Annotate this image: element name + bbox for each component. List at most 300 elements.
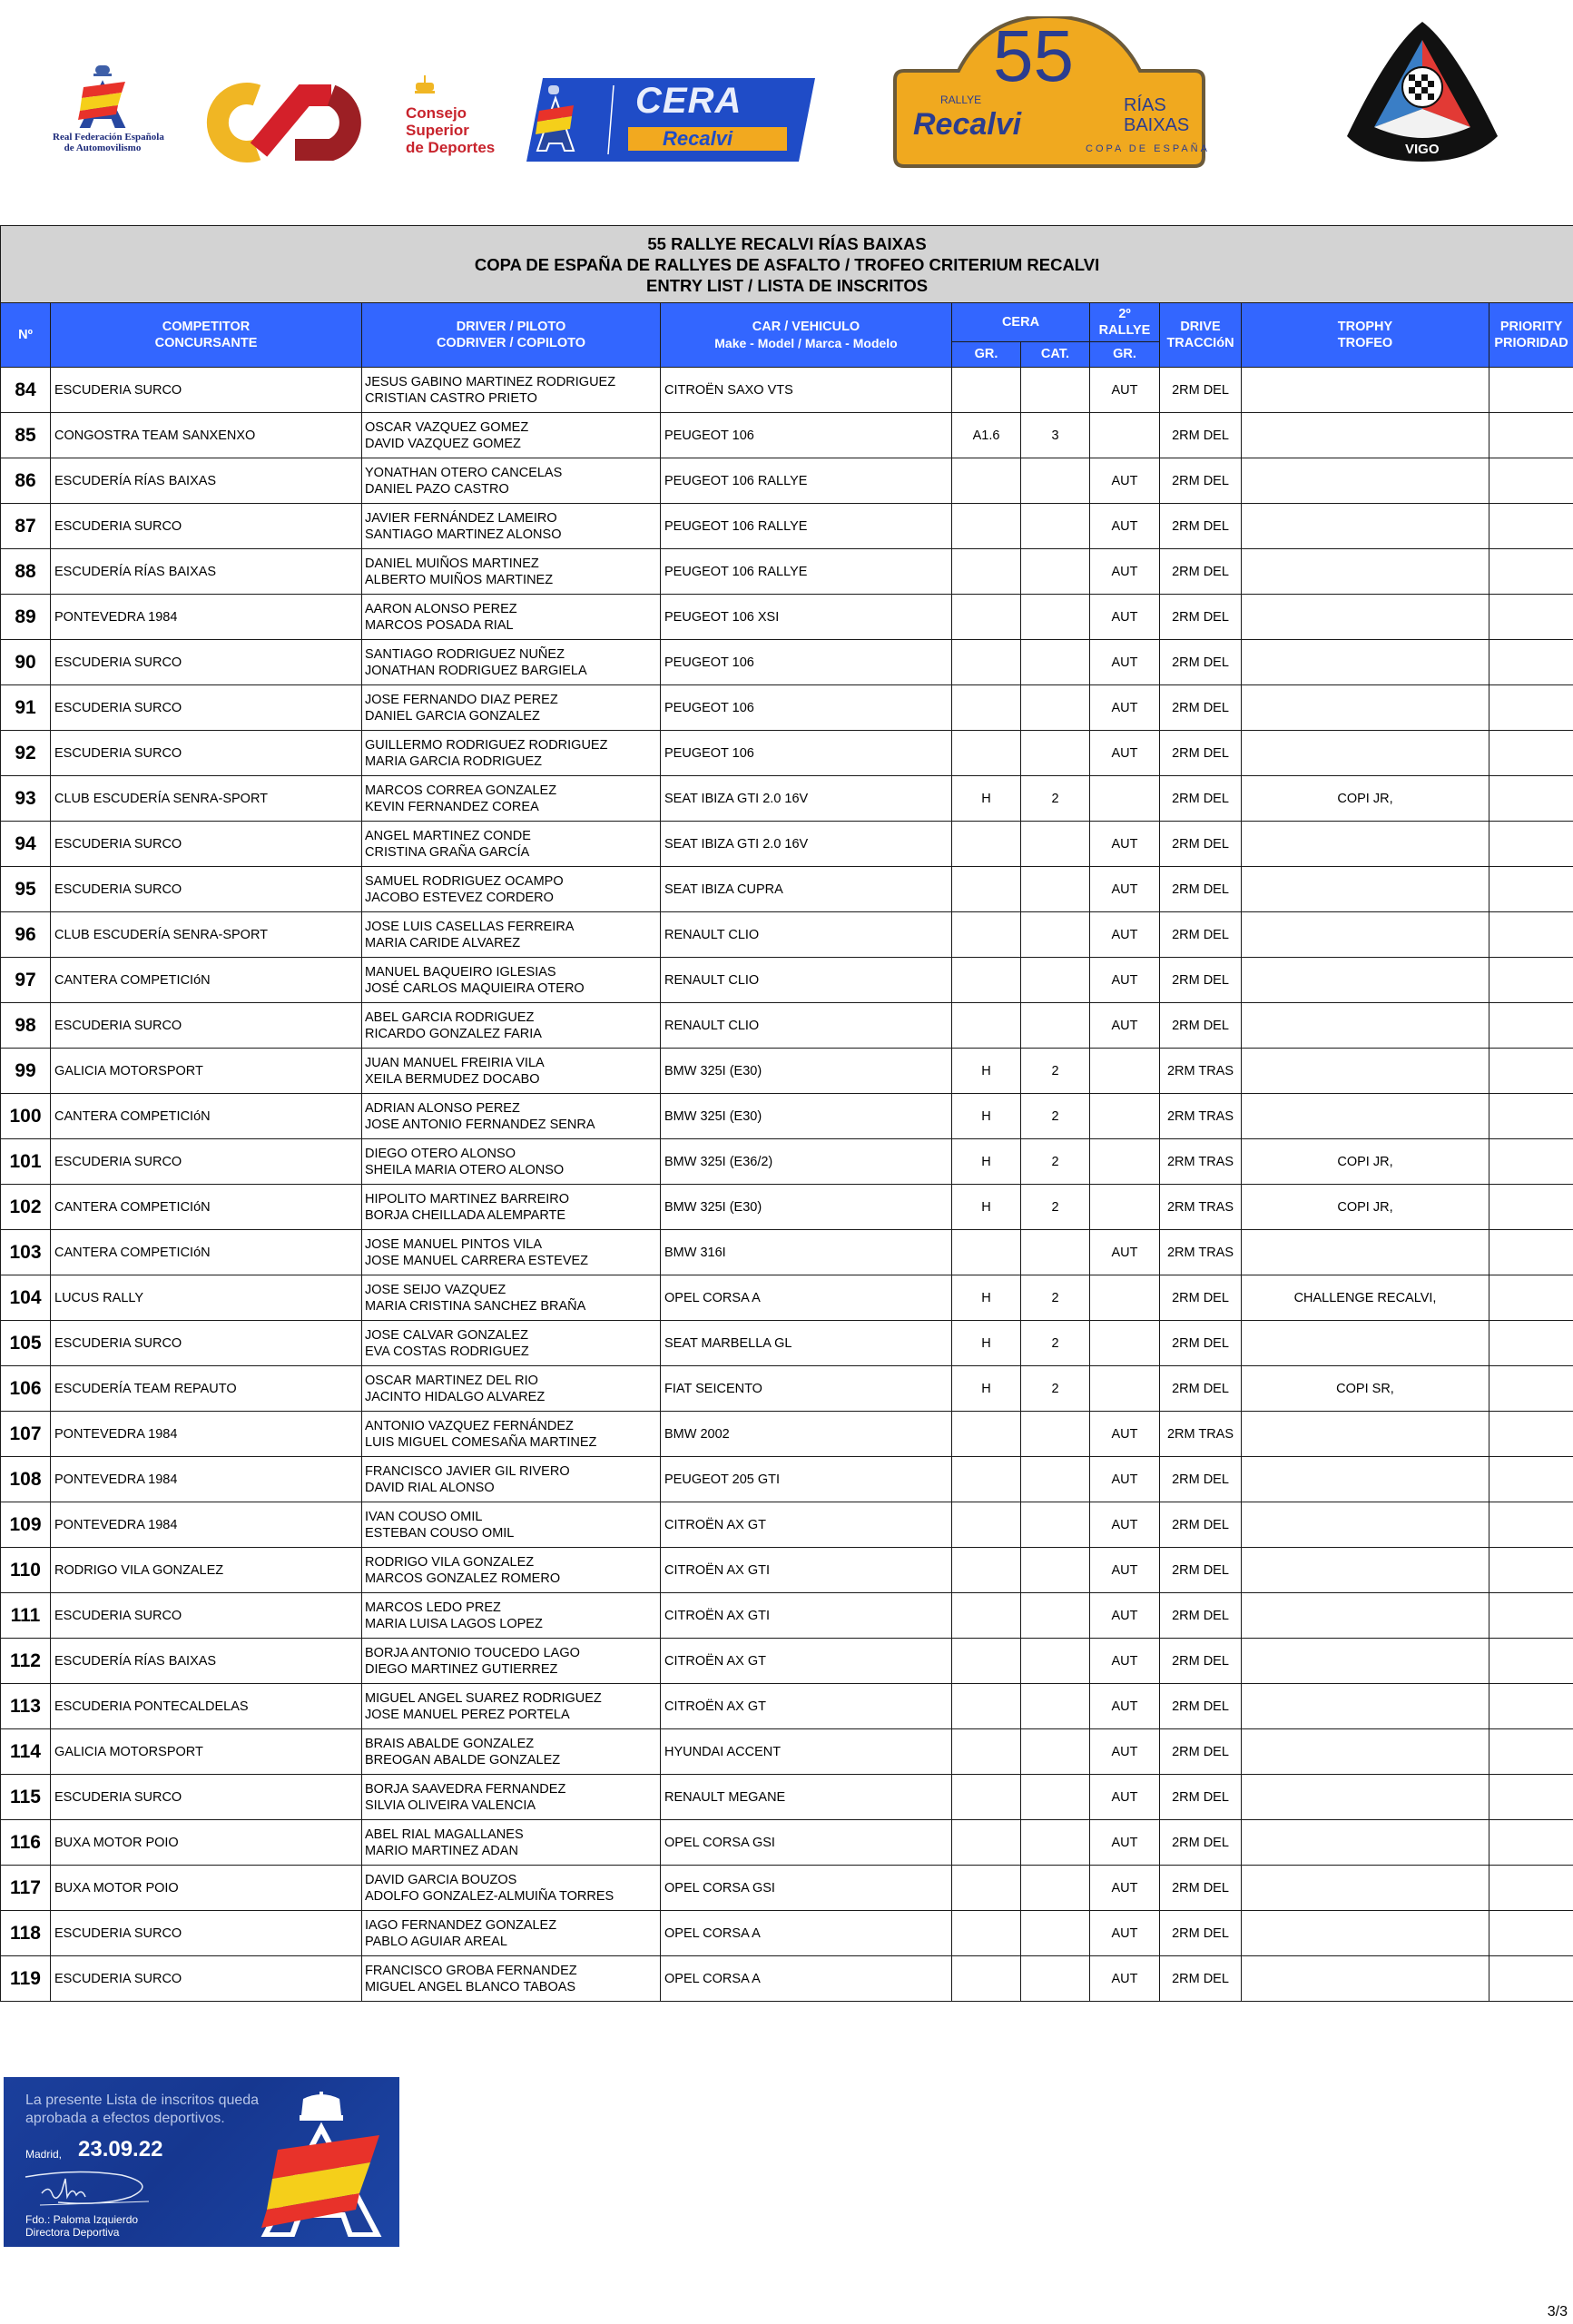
csd-emblem-icon xyxy=(204,77,395,168)
entry-drive: 2RM DEL xyxy=(1160,458,1242,504)
entry-crew xyxy=(362,1275,661,1321)
entry-priority xyxy=(1489,1729,1573,1775)
entry-competitor: ESCUDERIA SURCO xyxy=(51,1911,362,1956)
entry-competitor: CLUB ESCUDERÍA SENRA-SPORT xyxy=(51,912,362,958)
entry-codriver: DAVID VAZQUEZ GOMEZ xyxy=(365,436,521,451)
entry-number: 95 xyxy=(1,867,51,912)
entry-car: PEUGEOT 106 xyxy=(661,685,952,731)
approval-place: Madrid, xyxy=(25,2148,63,2161)
entry-priority xyxy=(1489,822,1573,867)
entry-trophy: COPI JR, xyxy=(1242,1185,1489,1230)
entry-competitor: CLUB ESCUDERÍA SENRA-SPORT xyxy=(51,776,362,822)
entry-number: 115 xyxy=(1,1775,51,1820)
entry-car: OPEL CORSA A xyxy=(661,1911,952,1956)
entry-row xyxy=(1,1684,1573,1729)
entry-driver: JOSE MANUEL PINTOS VILA xyxy=(365,1236,542,1252)
approval-text xyxy=(25,2092,259,2128)
entry-rallye2-group xyxy=(1090,1366,1160,1412)
entry-row xyxy=(1,1049,1573,1094)
entry-rallye2-group: AUT xyxy=(1090,958,1160,1003)
entry-competitor: ESCUDERIA SURCO xyxy=(51,867,362,912)
entry-rallye2-group: AUT xyxy=(1090,1003,1160,1049)
entry-row xyxy=(1,1866,1573,1911)
entry-competitor: BUXA MOTOR POIO xyxy=(51,1866,362,1911)
entry-crew xyxy=(362,867,661,912)
entry-drive: 2RM DEL xyxy=(1160,1866,1242,1911)
rally-rallye: RALLYE xyxy=(940,94,982,106)
entry-crew xyxy=(362,822,661,867)
entry-trophy xyxy=(1242,1684,1489,1729)
csd-line-2: Superior xyxy=(406,122,469,139)
entry-codriver: RICARDO GONZALEZ FARIA xyxy=(365,1026,542,1041)
entry-competitor: GALICIA MOTORSPORT xyxy=(51,1049,362,1094)
entry-number: 117 xyxy=(1,1866,51,1911)
entry-codriver: DIEGO MARTINEZ GUTIERREZ xyxy=(365,1661,558,1677)
entry-list-sheet xyxy=(0,225,1573,2002)
entry-cera-group xyxy=(952,1412,1021,1457)
entry-priority xyxy=(1489,1139,1573,1185)
entry-rallye2-group: AUT xyxy=(1090,1457,1160,1502)
entry-rallye2-group xyxy=(1090,1049,1160,1094)
entry-row xyxy=(1,1729,1573,1775)
entry-number: 94 xyxy=(1,822,51,867)
entry-driver: JESUS GABINO MARTINEZ RODRIGUEZ xyxy=(365,374,616,389)
rally-number: 55 xyxy=(993,15,1074,96)
entry-trophy xyxy=(1242,1729,1489,1775)
entry-cera-group xyxy=(952,549,1021,595)
entry-cera-group xyxy=(952,958,1021,1003)
entry-drive: 2RM DEL xyxy=(1160,1457,1242,1502)
entry-car: BMW 325I (E30) xyxy=(661,1094,952,1139)
entry-priority xyxy=(1489,1185,1573,1230)
entry-trophy xyxy=(1242,1412,1489,1457)
entry-cera-category xyxy=(1021,1548,1090,1593)
entry-row xyxy=(1,1502,1573,1548)
entry-trophy xyxy=(1242,1593,1489,1639)
entry-codriver: EVA COSTAS RODRIGUEZ xyxy=(365,1344,529,1359)
entry-drive: 2RM DEL xyxy=(1160,549,1242,595)
entry-priority xyxy=(1489,1593,1573,1639)
entry-drive: 2RM DEL xyxy=(1160,912,1242,958)
entry-cera-group xyxy=(952,1775,1021,1820)
col-header-rallye2 xyxy=(1090,303,1160,342)
entry-rallye2-group xyxy=(1090,1139,1160,1185)
entry-car: CITROËN AX GT xyxy=(661,1502,952,1548)
entry-crew xyxy=(362,1230,661,1275)
entry-car: CITROËN AX GTI xyxy=(661,1593,952,1639)
entry-row xyxy=(1,1412,1573,1457)
entry-drive: 2RM DEL xyxy=(1160,1911,1242,1956)
entry-cera-group xyxy=(952,912,1021,958)
entry-driver: JOSE CALVAR GONZALEZ xyxy=(365,1327,528,1343)
entry-drive: 2RM DEL xyxy=(1160,776,1242,822)
entry-codriver: JOSE ANTONIO FERNANDEZ SENRA xyxy=(365,1117,595,1132)
entry-number: 97 xyxy=(1,958,51,1003)
entry-car: CITROËN SAXO VTS xyxy=(661,368,952,413)
entry-trophy xyxy=(1242,731,1489,776)
entry-codriver: JONATHAN RODRIGUEZ BARGIELA xyxy=(365,663,587,678)
approval-text-line-1: La presente Lista de inscritos queda xyxy=(25,2093,260,2108)
entry-codriver: MIGUEL ANGEL BLANCO TABOAS xyxy=(365,1979,576,1994)
col-header-rallye2-bottom: RALLYE xyxy=(1098,322,1151,338)
entry-competitor: ESCUDERIA SURCO xyxy=(51,368,362,413)
entry-competitor: ESCUDERÍA RÍAS BAIXAS xyxy=(51,549,362,595)
col-header-trophy xyxy=(1242,303,1489,368)
entry-cera-group xyxy=(952,1729,1021,1775)
entry-cera-group xyxy=(952,1866,1021,1911)
entry-priority xyxy=(1489,1502,1573,1548)
entry-number: 92 xyxy=(1,731,51,776)
entry-priority xyxy=(1489,685,1573,731)
entry-driver: GUILLERMO RODRIGUEZ RODRIGUEZ xyxy=(365,737,608,753)
entry-cera-category xyxy=(1021,1502,1090,1548)
entry-car: FIAT SEICENTO xyxy=(661,1366,952,1412)
entry-number: 102 xyxy=(1,1185,51,1230)
entry-crew xyxy=(362,1548,661,1593)
entry-crew xyxy=(362,1639,661,1684)
entry-cera-category xyxy=(1021,1911,1090,1956)
entry-row xyxy=(1,1911,1573,1956)
entry-number: 116 xyxy=(1,1820,51,1866)
entry-cera-group xyxy=(952,1457,1021,1502)
col-header-driver xyxy=(362,303,661,368)
entry-driver: MARCOS LEDO PREZ xyxy=(365,1600,501,1615)
entry-car: PEUGEOT 106 xyxy=(661,640,952,685)
entry-crew xyxy=(362,1366,661,1412)
entry-trophy xyxy=(1242,1321,1489,1366)
entry-cera-category xyxy=(1021,1003,1090,1049)
entry-trophy xyxy=(1242,1548,1489,1593)
entry-cera-category: 3 xyxy=(1021,413,1090,458)
entry-cera-category xyxy=(1021,1956,1090,2002)
entry-codriver: KEVIN FERNANDEZ COREA xyxy=(365,799,539,814)
col-header-trophy-en: TROPHY xyxy=(1337,320,1393,334)
entry-rallye2-group: AUT xyxy=(1090,912,1160,958)
title-line-1: 55 RALLYE RECALVI RÍAS BAIXAS xyxy=(647,233,927,253)
entry-car: BMW 325I (E30) xyxy=(661,1185,952,1230)
entry-drive: 2RM DEL xyxy=(1160,1366,1242,1412)
entry-codriver: JOSE MANUEL PEREZ PORTELA xyxy=(365,1707,570,1722)
entry-driver: ADRIAN ALONSO PEREZ xyxy=(365,1100,520,1116)
entry-trophy: COPI JR, xyxy=(1242,1139,1489,1185)
entry-competitor: CANTERA COMPETICIóN xyxy=(51,1185,362,1230)
approval-signer xyxy=(25,2213,138,2239)
entry-drive: 2RM TRAS xyxy=(1160,1185,1242,1230)
entry-competitor: ESCUDERIA SURCO xyxy=(51,685,362,731)
rfeda-logo xyxy=(53,64,164,172)
document-title xyxy=(1,226,1573,303)
entry-priority xyxy=(1489,595,1573,640)
entry-driver: SANTIAGO RODRIGUEZ NUÑEZ xyxy=(365,646,565,662)
entry-row xyxy=(1,640,1573,685)
entry-rallye2-group: AUT xyxy=(1090,458,1160,504)
entry-crew xyxy=(362,1139,661,1185)
entry-cera-category xyxy=(1021,867,1090,912)
entry-cera-category xyxy=(1021,1593,1090,1639)
entry-rallye2-group: AUT xyxy=(1090,1729,1160,1775)
entry-priority xyxy=(1489,1321,1573,1366)
entry-competitor: PONTEVEDRA 1984 xyxy=(51,1502,362,1548)
entry-number: 104 xyxy=(1,1275,51,1321)
entry-rallye2-group: AUT xyxy=(1090,1548,1160,1593)
entry-row xyxy=(1,1548,1573,1593)
entry-cera-category: 2 xyxy=(1021,1321,1090,1366)
approval-signed-by: Fdo.: Paloma Izquierdo xyxy=(25,2213,139,2226)
entry-row xyxy=(1,685,1573,731)
entry-number: 84 xyxy=(1,368,51,413)
entry-rallye2-group: AUT xyxy=(1090,1775,1160,1820)
entry-competitor: ESCUDERIA SURCO xyxy=(51,640,362,685)
approval-role: Directora Deportiva xyxy=(25,2226,120,2239)
entry-drive: 2RM TRAS xyxy=(1160,1094,1242,1139)
entry-driver: ANGEL MARTINEZ CONDE xyxy=(365,828,531,843)
entry-row xyxy=(1,1094,1573,1139)
entry-priority xyxy=(1489,1775,1573,1820)
rfeda-emblem-icon xyxy=(258,2092,385,2237)
col-header-rallye2-gr: GR. xyxy=(1090,341,1160,367)
entry-cera-category: 2 xyxy=(1021,1366,1090,1412)
entry-competitor: ESCUDERIA SURCO xyxy=(51,731,362,776)
col-header-competitor-en: COMPETITOR xyxy=(162,320,251,334)
entry-trophy xyxy=(1242,1911,1489,1956)
entry-competitor: ESCUDERIA SURCO xyxy=(51,1956,362,2002)
entry-codriver: CRISTINA GRAÑA GARCÍA xyxy=(365,844,530,860)
entry-trophy xyxy=(1242,595,1489,640)
entry-crew xyxy=(362,1094,661,1139)
entry-car: RENAULT MEGANE xyxy=(661,1775,952,1820)
entry-trophy xyxy=(1242,640,1489,685)
entry-drive: 2RM DEL xyxy=(1160,368,1242,413)
entry-codriver: ESTEBAN COUSO OMIL xyxy=(365,1525,515,1541)
col-header-competitor xyxy=(51,303,362,368)
entry-priority xyxy=(1489,731,1573,776)
entry-cera-group xyxy=(952,731,1021,776)
entry-number: 101 xyxy=(1,1139,51,1185)
entry-row xyxy=(1,1639,1573,1684)
entry-car: PEUGEOT 106 XSI xyxy=(661,595,952,640)
entry-rallye2-group: AUT xyxy=(1090,1639,1160,1684)
entry-cera-group: A1.6 xyxy=(952,413,1021,458)
entry-car: HYUNDAI ACCENT xyxy=(661,1729,952,1775)
entry-row xyxy=(1,867,1573,912)
entry-cera-category xyxy=(1021,368,1090,413)
entry-codriver: DANIEL GARCIA GONZALEZ xyxy=(365,708,540,724)
entry-priority xyxy=(1489,549,1573,595)
entry-row xyxy=(1,595,1573,640)
entry-drive: 2RM TRAS xyxy=(1160,1412,1242,1457)
entry-cera-group xyxy=(952,368,1021,413)
entry-number: 110 xyxy=(1,1548,51,1593)
entry-trophy xyxy=(1242,867,1489,912)
entry-trophy xyxy=(1242,958,1489,1003)
entry-cera-group: H xyxy=(952,1366,1021,1412)
entry-trophy xyxy=(1242,413,1489,458)
entry-car: CITROËN AX GTI xyxy=(661,1548,952,1593)
entry-cera-group xyxy=(952,1593,1021,1639)
entry-rallye2-group: AUT xyxy=(1090,1412,1160,1457)
entry-drive: 2RM DEL xyxy=(1160,1548,1242,1593)
entry-priority xyxy=(1489,1820,1573,1866)
entry-cera-group xyxy=(952,1911,1021,1956)
entry-number: 89 xyxy=(1,595,51,640)
entry-crew xyxy=(362,1593,661,1639)
entry-number: 85 xyxy=(1,413,51,458)
entry-car: SEAT IBIZA CUPRA xyxy=(661,867,952,912)
entry-competitor: ESCUDERIA SURCO xyxy=(51,1321,362,1366)
entry-crew xyxy=(362,1866,661,1911)
entry-crew xyxy=(362,1321,661,1366)
entry-trophy: CHALLENGE RECALVI, xyxy=(1242,1275,1489,1321)
entry-trophy xyxy=(1242,1502,1489,1548)
rally-rias: RÍAS xyxy=(1124,95,1166,115)
entry-trophy xyxy=(1242,504,1489,549)
entry-codriver: PABLO AGUIAR AREAL xyxy=(365,1934,507,1949)
entry-crew xyxy=(362,1003,661,1049)
rally-brand: Recalvi xyxy=(913,107,1022,142)
entry-codriver: SILVIA OLIVEIRA VALENCIA xyxy=(365,1797,536,1813)
entry-competitor: ESCUDERIA SURCO xyxy=(51,1593,362,1639)
entry-codriver: JOSE MANUEL CARRERA ESTEVEZ xyxy=(365,1253,589,1268)
entry-crew xyxy=(362,1684,661,1729)
entry-rallye2-group: AUT xyxy=(1090,504,1160,549)
entry-driver: IAGO FERNANDEZ GONZALEZ xyxy=(365,1917,557,1933)
entry-codriver: SANTIAGO MARTINEZ ALONSO xyxy=(365,527,562,542)
entry-number: 96 xyxy=(1,912,51,958)
entry-trophy xyxy=(1242,1049,1489,1094)
entry-number: 100 xyxy=(1,1094,51,1139)
entry-rallye2-group: AUT xyxy=(1090,368,1160,413)
entry-crew xyxy=(362,1049,661,1094)
entry-row xyxy=(1,1820,1573,1866)
page-number: 3/3 xyxy=(1547,2304,1568,2319)
entry-row xyxy=(1,1003,1573,1049)
entry-row xyxy=(1,1956,1573,2002)
entry-competitor: PONTEVEDRA 1984 xyxy=(51,1457,362,1502)
col-header-driver-en: DRIVER / PILOTO xyxy=(456,320,566,334)
entry-number: 111 xyxy=(1,1593,51,1639)
col-header-rallye2-top: 2º xyxy=(1118,306,1131,321)
entry-car: RENAULT CLIO xyxy=(661,1003,952,1049)
entry-row xyxy=(1,1185,1573,1230)
entry-cera-group xyxy=(952,1956,1021,2002)
entry-drive: 2RM TRAS xyxy=(1160,1049,1242,1094)
col-header-priority-en: PRIORITY xyxy=(1499,320,1563,334)
entry-row xyxy=(1,731,1573,776)
entry-codriver: BORJA CHEILLADA ALEMPARTE xyxy=(365,1207,566,1223)
title-line-2: COPA DE ESPAÑA DE RALLYES DE ASFALTO / TROFEO CRITERIUM RECALVI xyxy=(474,254,1100,274)
entry-codriver: LUIS MIGUEL COMESAÑA MARTINEZ xyxy=(365,1434,597,1450)
entry-competitor: CANTERA COMPETICIóN xyxy=(51,1230,362,1275)
entry-priority xyxy=(1489,1230,1573,1275)
rally-plate-logo xyxy=(886,16,1213,171)
entry-crew xyxy=(362,731,661,776)
entry-row xyxy=(1,1775,1573,1820)
entry-priority xyxy=(1489,1049,1573,1094)
entry-priority xyxy=(1489,458,1573,504)
entry-crew xyxy=(362,958,661,1003)
entry-crew xyxy=(362,685,661,731)
entry-priority xyxy=(1489,912,1573,958)
cera-logo xyxy=(526,78,815,162)
entry-codriver: MARIO MARTINEZ ADAN xyxy=(365,1843,518,1858)
col-header-cera-gr: GR. xyxy=(952,341,1021,367)
entry-rallye2-group: AUT xyxy=(1090,1820,1160,1866)
entry-driver: OSCAR VAZQUEZ GOMEZ xyxy=(365,419,529,435)
entry-rallye2-group: AUT xyxy=(1090,1593,1160,1639)
entry-trophy xyxy=(1242,1457,1489,1502)
entry-number: 112 xyxy=(1,1639,51,1684)
entry-car: BMW 2002 xyxy=(661,1412,952,1457)
entry-drive: 2RM DEL xyxy=(1160,822,1242,867)
entry-crew xyxy=(362,549,661,595)
entry-crew xyxy=(362,1729,661,1775)
entry-competitor: BUXA MOTOR POIO xyxy=(51,1820,362,1866)
entry-priority xyxy=(1489,1275,1573,1321)
csd-line-1: Consejo xyxy=(406,104,467,122)
entry-rallye2-group: AUT xyxy=(1090,685,1160,731)
entry-trophy xyxy=(1242,458,1489,504)
entry-driver: JOSE LUIS CASELLAS FERREIRA xyxy=(365,919,575,934)
entry-crew xyxy=(362,368,661,413)
entry-crew xyxy=(362,1911,661,1956)
entry-car: OPEL CORSA A xyxy=(661,1275,952,1321)
entry-codriver: MARCOS GONZALEZ ROMERO xyxy=(365,1571,561,1586)
entry-car: SEAT IBIZA GTI 2.0 16V xyxy=(661,776,952,822)
entry-row xyxy=(1,1593,1573,1639)
entry-priority xyxy=(1489,1094,1573,1139)
entry-car: PEUGEOT 106 xyxy=(661,413,952,458)
entry-driver: JUAN MANUEL FREIRIA VILA xyxy=(365,1055,545,1070)
entry-cera-group: H xyxy=(952,776,1021,822)
entry-trophy xyxy=(1242,912,1489,958)
entry-trophy xyxy=(1242,822,1489,867)
entry-row xyxy=(1,1457,1573,1502)
entry-trophy xyxy=(1242,1775,1489,1820)
entry-cera-category xyxy=(1021,1230,1090,1275)
entry-row xyxy=(1,1230,1573,1275)
entry-row xyxy=(1,1139,1573,1185)
entry-codriver: JACINTO HIDALGO ALVAREZ xyxy=(365,1389,546,1404)
entry-rallye2-group xyxy=(1090,413,1160,458)
entry-driver: RODRIGO VILA GONZALEZ xyxy=(365,1554,535,1570)
entry-drive: 2RM DEL xyxy=(1160,1593,1242,1639)
rfeda-caption-1: Real Federación Española xyxy=(53,132,164,143)
entry-cera-group xyxy=(952,1003,1021,1049)
entry-number: 90 xyxy=(1,640,51,685)
csd-text xyxy=(406,104,495,156)
entry-cera-category xyxy=(1021,549,1090,595)
entry-trophy xyxy=(1242,1866,1489,1911)
entry-drive: 2RM DEL xyxy=(1160,1684,1242,1729)
entry-priority xyxy=(1489,1366,1573,1412)
entry-number: 118 xyxy=(1,1911,51,1956)
entry-row xyxy=(1,776,1573,822)
entry-car: OPEL CORSA A xyxy=(661,1956,952,2002)
entry-drive: 2RM DEL xyxy=(1160,1321,1242,1366)
entry-priority xyxy=(1489,1003,1573,1049)
col-header-drive-es: TRACCIóN xyxy=(1166,336,1234,350)
entry-row xyxy=(1,413,1573,458)
entry-competitor: PONTEVEDRA 1984 xyxy=(51,595,362,640)
entry-row xyxy=(1,1366,1573,1412)
entry-priority xyxy=(1489,640,1573,685)
entry-competitor: ESCUDERIA SURCO xyxy=(51,504,362,549)
entry-codriver: MARIA LUISA LAGOS LOPEZ xyxy=(365,1616,543,1631)
entry-driver: DANIEL MUIÑOS MARTINEZ xyxy=(365,556,539,571)
rfeda-caption-2: de Automovilismo xyxy=(64,143,142,153)
entry-competitor: ESCUDERÍA RÍAS BAIXAS xyxy=(51,458,362,504)
entry-drive: 2RM DEL xyxy=(1160,1639,1242,1684)
